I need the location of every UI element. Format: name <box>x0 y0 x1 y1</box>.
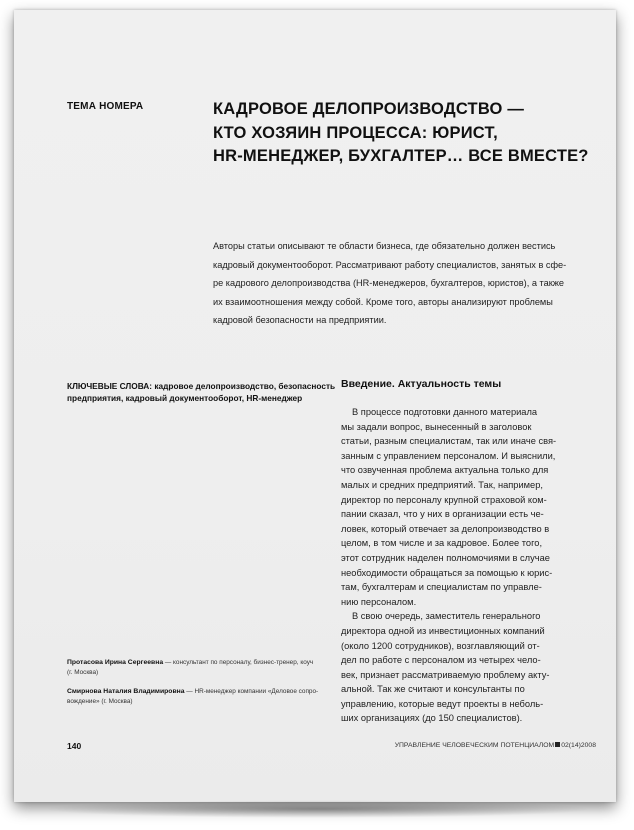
body-line: век, признает рассматриваемую проблему акту- <box>341 669 550 680</box>
abstract-line: ре кадрового делопроизводства (HR-менеджеров, бухгалтеров, юристов), а также <box>213 278 564 288</box>
abstract-line: кадровой безопасности на предприятии. <box>213 315 387 325</box>
article-title <box>213 98 593 169</box>
body-line: что озвученная проблема актуальна только для <box>341 465 549 476</box>
body-line: занным с управлением персоналом. И выяснили, <box>341 450 556 461</box>
author-info <box>67 687 322 706</box>
author-location: вождение» (г. Москва) <box>67 697 133 705</box>
author-role: — консультант по персоналу, бизнес-тренер, коуч <box>163 659 314 666</box>
section-label: ТЕМА НОМЕРА <box>67 101 144 112</box>
body-line: необходимости обращаться за помощью к юрис- <box>341 567 553 578</box>
body-line: этот сотрудник наделен полномочиями в случае <box>341 552 550 563</box>
page-number: 140 <box>67 741 82 751</box>
body-line: В свою очередь, заместитель генерального <box>352 611 541 622</box>
body-line: пании сказал, что у них в организации есть че- <box>341 509 544 520</box>
title-line: HR-МЕНЕДЖЕР, БУХГАЛТЕР… ВСЕ ВМЕСТЕ? <box>213 147 589 165</box>
square-bullet-icon <box>555 742 560 747</box>
journal-issue: 02(14)2008 <box>561 742 596 749</box>
body-line: альной. Так же считают и консультанты по <box>341 684 525 695</box>
body-line: (около 1200 сотрудников), возглавляющий от- <box>341 640 540 651</box>
section-heading: Введение. Актуальность темы <box>341 378 502 390</box>
title-line: КАДРОВОЕ ДЕЛОПРОИЗВОДСТВО — <box>213 100 525 118</box>
body-line: малых и средних предприятий. Так, например, <box>341 479 543 490</box>
body-line: статьи, разным специалистам, так или иначе свя- <box>341 436 557 447</box>
title-line: КТО ХОЗЯИН ПРОЦЕССА: ЮРИСТ, <box>213 123 498 142</box>
author-name: Смирнова Наталия Владимировна <box>67 688 185 695</box>
body-line: ших организациях (до 150 специалистов). <box>341 713 523 724</box>
abstract-line: кадровый документооборот. Рассматривают работу специалистов, занятых в сфе- <box>213 259 567 270</box>
author-info <box>67 658 322 677</box>
keywords <box>67 381 336 404</box>
body-line: мы задали вопрос, вынесенный в заголовок <box>341 421 532 432</box>
body-line: управлению, которые ведут проекты в неболь- <box>341 698 544 709</box>
abstract <box>213 237 588 330</box>
body-line: целом, в том числе и за кадровое. Более того, <box>341 538 543 549</box>
keywords-line: предприятия, кадровый документооборот, HR-менеджер <box>67 392 303 403</box>
author-line <box>67 687 322 697</box>
body-line: дел по работе с персоналом из четырех чело- <box>341 655 541 666</box>
body-line: ловек, который отвечает за делопроизводство в <box>341 523 550 534</box>
page-shadow <box>40 800 595 818</box>
journal-name: УПРАВЛЕНИЕ ЧЕЛОВЕЧЕСКИМ ПОТЕНЦИАЛОМ <box>394 742 555 749</box>
article-body <box>341 405 596 726</box>
body-line: нию персоналом. <box>341 596 417 607</box>
body-line: там, бухгалтерам и специалистам по управле- <box>341 582 542 593</box>
author-location: (г. Москва) <box>67 668 99 676</box>
body-line: директора одной из инвестиционных компаний <box>341 625 545 636</box>
author-role: — HR-менеджер компании «Деловое сопро- <box>184 688 319 695</box>
author-name: Протасова Ирина Сергеевна <box>67 659 164 666</box>
abstract-line: Авторы статьи описывают те области бизнеса, где обязательно должен вестись <box>213 241 556 251</box>
abstract-line: их взаимоотношения между собой. Кроме того, авторы анализируют проблемы <box>213 296 553 307</box>
author-line <box>67 658 322 668</box>
journal-footer <box>376 742 596 749</box>
body-line: В процессе подготовки данного материала <box>352 407 538 417</box>
body-line: директор по персоналу крупной страховой ком- <box>341 494 547 505</box>
keywords-line: КЛЮЧЕВЫЕ СЛОВА: кадровое делопроизводство, безопасность <box>67 381 336 391</box>
